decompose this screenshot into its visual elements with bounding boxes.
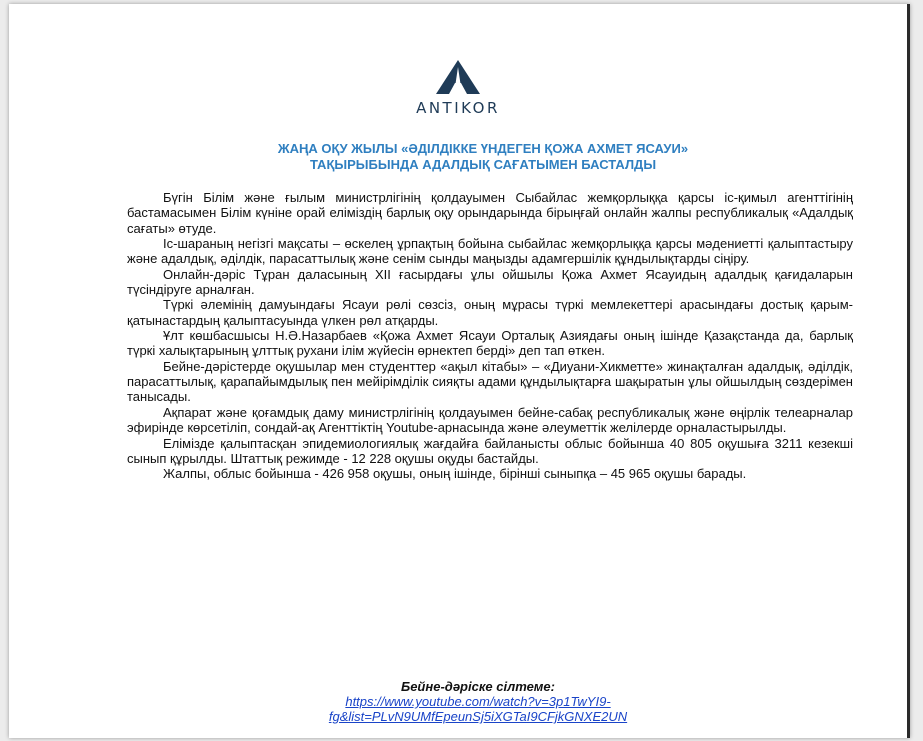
antikor-logo	[9, 59, 907, 117]
paragraph: Түркі әлемінің дамуындағы Ясауи рөлі сөзсіз, оның мұрасы түркі мемлекеттері арасындағы достық қарым-қатынастардың қалыптасуында үлкен рөл атқарды.	[127, 297, 853, 328]
document-page	[9, 4, 910, 738]
title-line-1: ЖАҢА ОҚУ ЖЫЛЫ «ӘДІЛДІККЕ ҮНДЕГЕН ҚОЖА АХМЕТ ЯСАУИ»	[277, 141, 689, 156]
paragraph: Іс-шараның негізгі мақсаты – өскелең ұрпақтың бойына сыбайлас жемқорлыққа қарсы мәдениетті қалыптастыру және адалдық, әділдік, парасаттылық және сенім сынды маңызды адамгершілік құндылықтарды сіңіру.	[127, 236, 853, 267]
article-body	[127, 190, 853, 482]
title-line-2: ТАҚЫРЫБЫНДА АДАЛДЫҚ САҒАТЫМЕН БАСТАЛДЫ	[309, 157, 657, 172]
video-link-block	[169, 679, 787, 724]
logo-text: ANTIKOR	[416, 99, 500, 117]
video-link-url-line-2[interactable]: fg&list=PLvN9UMfEpeunSj5iXGTaI9CFjkGNXE2UN	[328, 709, 628, 724]
paragraph: Елімізде қалыптасқан эпидемиологиялық жағдайға байланысты облыс бойынша 40 805 оқушыға 3211 кезекші сынып құрылды. Штаттық режимде - 12 228 оқушы оқуды бастайды.	[127, 435, 853, 466]
paragraph: Онлайн-дәріс Тұран даласының XII ғасырдағы ұлы ойшылы Қожа Ахмет Ясауидың адалдық қағидаларын түсіндіруге арналған.	[127, 266, 853, 298]
paragraph: Жалпы, облыс бойынша - 426 958 оқушы, оның ішінде, бірінші сыныпқа – 45 965 оқушы барады.	[163, 466, 747, 482]
document-title	[119, 141, 847, 173]
paragraph: Бейне-дәрістерде оқушылар мен студенттер «ақыл кітабы» – «Диуани-Хикметте» жинақталған адалдық, әділдік, парасаттылық, қарапайымдылық пен мейірімділік сияқты адами құндылықтарға шақыратын ұлы ойшылдың сөздерімен танысады.	[127, 358, 853, 405]
paragraph: Ақпарат және қоғамдық даму министрлігінің қолдауымен бейне-сабақ республикалық және өңірлік телеарналар эфирінде көрсетіліп, сондай-ақ Агенттіктің Youtube-арнасында және әлеуметтік желілерде орналастырылды.	[127, 404, 853, 436]
paragraph: Бүгін Білім және ғылым министрлігінің қолдауымен Сыбайлас жемқорлыққа қарсы іс-қимыл агенттігінің бастамасымен Білім күніне орай еліміздің барлық оқу орындарында бірыңғай онлайн жалпы республикалық «Адалдық сағаты» өтуде.	[127, 190, 853, 236]
video-link-url[interactable]	[169, 694, 787, 724]
antikor-emblem-icon	[433, 59, 483, 95]
video-link-url-line-1[interactable]: https://www.youtube.com/watch?v=3p1TwYI9-	[345, 694, 611, 709]
video-link-label: Бейне-дәріске сілтеме:	[401, 679, 555, 694]
paragraph: Ұлт көшбасшысы Н.Ә.Назарбаев «Қожа Ахмет Ясауи Орталық Азиядағы оның ішінде Қазақстанда да, барлық түркі халықтарының ұлттық рухани ілім жүйесін өрнектеп берді» деп тап өткен.	[127, 328, 853, 359]
